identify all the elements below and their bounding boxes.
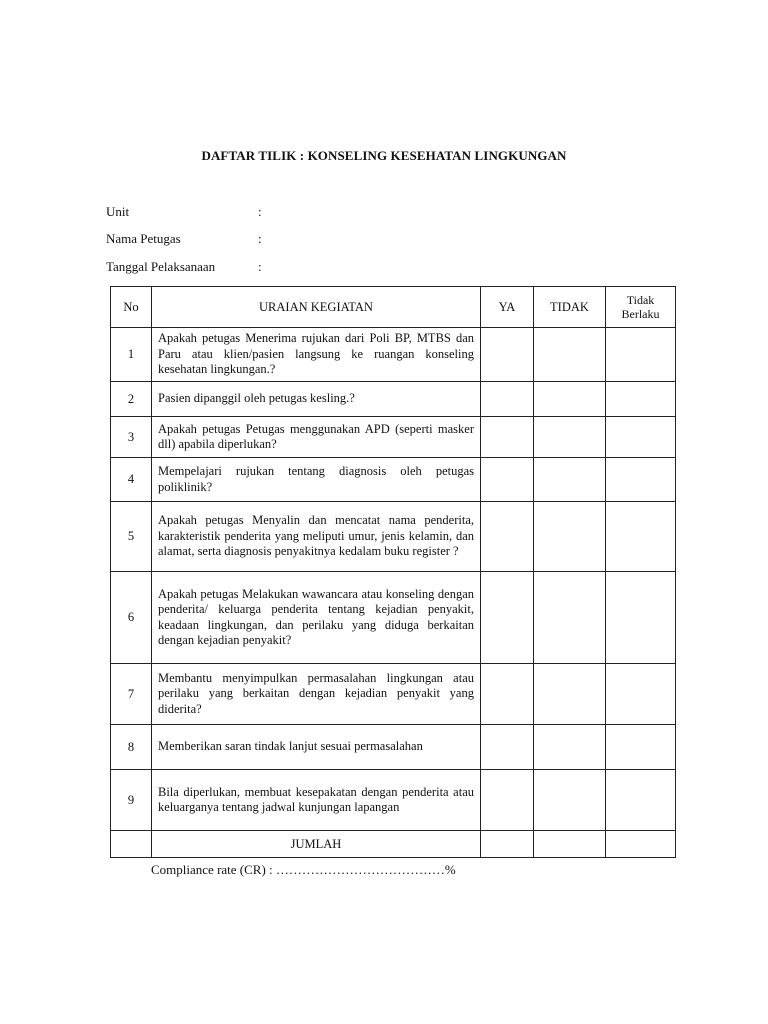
checkbox-tidak[interactable]	[534, 458, 606, 502]
field-tanggal-label: Tanggal Pelaksanaan	[106, 259, 216, 274]
table-row	[111, 502, 676, 572]
row-description: Apakah petugas Menyalin dan mencatat nama penderita, karakteristik penderita yang meliputi umur, jenis kelamin, dan alamat, serta diagnosis penyakitnya kedalam buku register ?	[152, 502, 481, 572]
row-description: Apakah petugas Melakukan wawancara atau konseling dengan penderita/ keluarga penderita tentang kejadian penyakit, keadaan lingkungan, dan perilaku yang diduga berkaitan dengan kejadian penyakit?	[152, 572, 481, 664]
checkbox-ya[interactable]	[481, 725, 534, 770]
checkbox-ya[interactable]	[481, 572, 534, 664]
checklist-table	[110, 286, 676, 858]
table-row	[111, 382, 676, 417]
field-tanggal	[106, 259, 262, 275]
checkbox-tidak[interactable]	[534, 572, 606, 664]
checkbox-tidak[interactable]	[534, 328, 606, 382]
table-row	[111, 725, 676, 770]
header-uraian: URAIAN KEGIATAN	[152, 287, 481, 328]
table-header-row	[111, 287, 676, 328]
table-row	[111, 328, 676, 382]
checkbox-tidak[interactable]	[534, 417, 606, 458]
checkbox-tidak[interactable]	[534, 664, 606, 725]
row-number: 5	[111, 502, 152, 572]
header-ya: YA	[481, 287, 534, 328]
row-number: 3	[111, 417, 152, 458]
checkbox-ya[interactable]	[481, 328, 534, 382]
checkbox-ya[interactable]	[481, 770, 534, 831]
checkbox-tidak-berlaku[interactable]	[606, 328, 676, 382]
total-number-cell	[111, 831, 152, 858]
checkbox-tidak[interactable]	[534, 382, 606, 417]
checkbox-tidak[interactable]	[534, 725, 606, 770]
row-description: Apakah petugas Menerima rujukan dari Poli BP, MTBS dan Paru atau klien/pasien langsung ke ruangan konseling kesehatan lingkungan.?	[152, 328, 481, 382]
total-ya[interactable]	[481, 831, 534, 858]
field-unit-label: Unit	[106, 204, 130, 219]
checkbox-tidak-berlaku[interactable]	[606, 417, 676, 458]
checkbox-tidak[interactable]	[534, 770, 606, 831]
field-unit	[106, 204, 262, 220]
table-row	[111, 664, 676, 725]
row-number: 6	[111, 572, 152, 664]
checkbox-ya[interactable]	[481, 458, 534, 502]
row-description: Mempelajari rujukan tentang diagnosis oleh petugas poliklinik?	[152, 458, 481, 502]
row-description: Apakah petugas Petugas menggunakan APD (seperti masker dll) apabila diperlukan?	[152, 417, 481, 458]
header-tidak-berlaku	[606, 287, 676, 328]
row-number: 8	[111, 725, 152, 770]
table-row	[111, 572, 676, 664]
checkbox-ya[interactable]	[481, 382, 534, 417]
row-number: 2	[111, 382, 152, 417]
row-number: 9	[111, 770, 152, 831]
table-row	[111, 458, 676, 502]
total-tidak[interactable]	[534, 831, 606, 858]
row-description: Bila diperlukan, membuat kesepakatan dengan penderita atau keluarganya tentang jadwal kunjungan lapangan	[152, 770, 481, 831]
checkbox-tidak-berlaku[interactable]	[606, 664, 676, 725]
row-description: Membantu menyimpulkan permasalahan lingkungan atau perilaku yang berkaitan dengan kejadian penyakit yang diderita?	[152, 664, 481, 725]
checkbox-ya[interactable]	[481, 417, 534, 458]
page-title: DAFTAR TILIK : KONSELING KESEHATAN LINGKUNGAN	[201, 148, 567, 163]
checkbox-ya[interactable]	[481, 502, 534, 572]
header-tidak: TIDAK	[534, 287, 606, 328]
checkbox-tidak-berlaku[interactable]	[606, 502, 676, 572]
checkbox-tidak-berlaku[interactable]	[606, 572, 676, 664]
header-tidak-berlaku-line1: Tidak	[626, 293, 655, 307]
checkbox-tidak-berlaku[interactable]	[606, 458, 676, 502]
checkbox-tidak-berlaku[interactable]	[606, 382, 676, 417]
field-tanggal-separator: :	[258, 259, 262, 274]
field-unit-separator: :	[258, 204, 262, 219]
field-nama-petugas	[106, 231, 262, 247]
row-description: Pasien dipanggil oleh petugas kesling.?	[152, 382, 481, 417]
row-number: 1	[111, 328, 152, 382]
field-nama-petugas-separator: :	[258, 231, 262, 246]
total-row	[111, 831, 676, 858]
header-tidak-berlaku-line2: Berlaku	[621, 307, 660, 321]
total-label: JUMLAH	[152, 831, 481, 858]
row-number: 7	[111, 664, 152, 725]
header-no: No	[111, 287, 152, 328]
checkbox-tidak-berlaku[interactable]	[606, 725, 676, 770]
compliance-rate: Compliance rate (CR) : …………………………………%	[151, 862, 456, 877]
checkbox-tidak[interactable]	[534, 502, 606, 572]
row-number: 4	[111, 458, 152, 502]
checkbox-ya[interactable]	[481, 664, 534, 725]
field-nama-petugas-label: Nama Petugas	[106, 231, 181, 246]
table-row	[111, 417, 676, 458]
row-description: Memberikan saran tindak lanjut sesuai permasalahan	[152, 725, 481, 770]
total-tidak-berlaku[interactable]	[606, 831, 676, 858]
checkbox-tidak-berlaku[interactable]	[606, 770, 676, 831]
table-row	[111, 770, 676, 831]
